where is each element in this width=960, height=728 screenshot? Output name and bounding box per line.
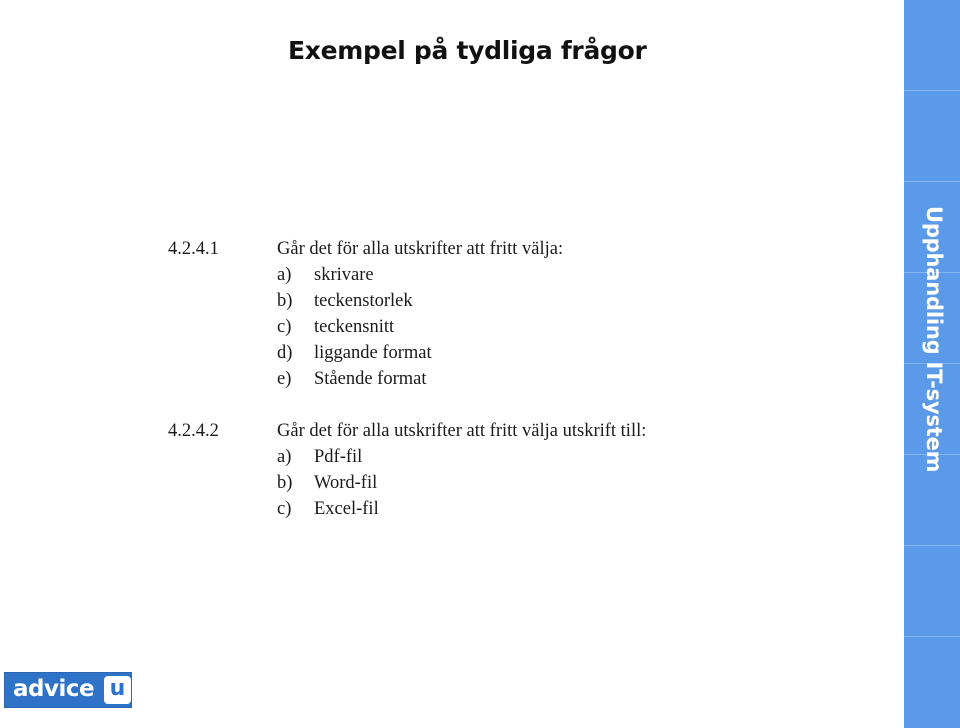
- option-text: teckensnitt: [314, 317, 395, 337]
- question-number: 4.2.4.2: [168, 421, 219, 441]
- option-text: Pdf-fil: [314, 447, 363, 467]
- logo-word: advice: [13, 676, 95, 702]
- option-text: liggande format: [314, 343, 432, 363]
- advice-logo: [4, 672, 132, 708]
- sidebar-divider: [904, 636, 960, 637]
- sidebar-label: Upphandling IT-system: [922, 206, 946, 473]
- option-letter: a): [277, 447, 292, 467]
- option-text: teckenstorlek: [314, 291, 413, 311]
- sidebar-divider: [904, 545, 960, 546]
- option-letter: b): [277, 291, 293, 311]
- option-letter: a): [277, 265, 292, 285]
- question-text: Går det för alla utskrifter att fritt välja utskrift till:: [277, 421, 647, 441]
- question-number: 4.2.4.1: [168, 239, 219, 259]
- option-text: Stående format: [314, 369, 427, 389]
- logo-badge: u: [104, 676, 131, 704]
- option-letter: c): [277, 499, 292, 519]
- sidebar-divider: [904, 181, 960, 182]
- option-text: skrivare: [314, 265, 374, 285]
- option-text: Word-fil: [314, 473, 378, 493]
- option-letter: d): [277, 343, 293, 363]
- sidebar-divider: [904, 90, 960, 91]
- page-title: Exempel på tydliga frågor: [288, 36, 647, 65]
- option-letter: c): [277, 317, 292, 337]
- option-text: Excel-fil: [314, 499, 379, 519]
- option-letter: e): [277, 369, 292, 389]
- question-text: Går det för alla utskrifter att fritt välja:: [277, 239, 564, 259]
- option-letter: b): [277, 473, 293, 493]
